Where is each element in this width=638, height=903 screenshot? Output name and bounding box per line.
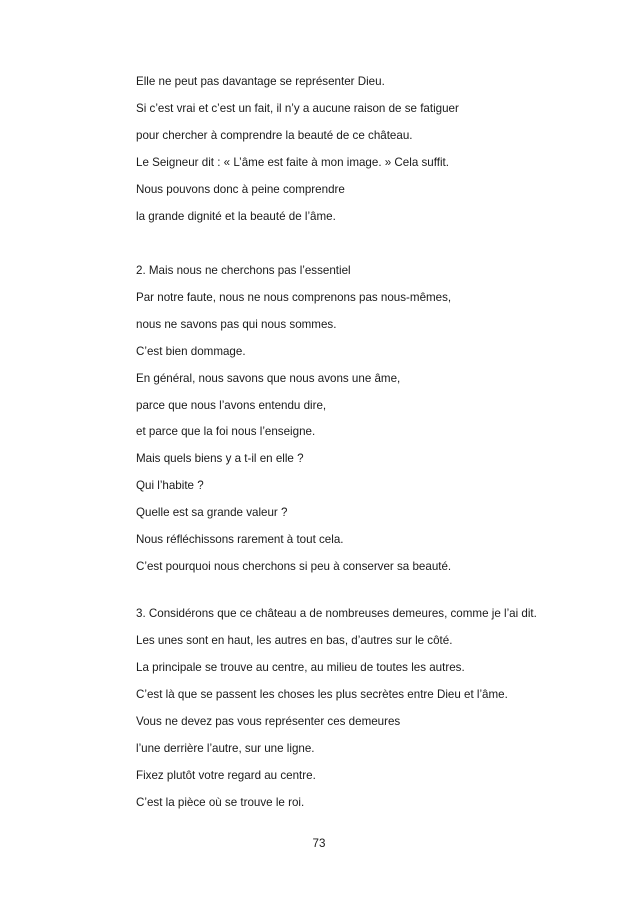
text-line: C’est bien dommage.	[136, 345, 246, 358]
text-line: Si c’est vrai et c’est un fait, il n’y a aucune raison de se fatiguer	[136, 102, 459, 115]
text-line: Les unes sont en haut, les autres en bas, d’autres sur le côté.	[136, 634, 453, 647]
text-line: Elle ne peut pas davantage se représenter Dieu.	[136, 75, 385, 88]
text-line: parce que nous l’avons entendu dire,	[136, 399, 327, 412]
text-line: Le Seigneur dit : « L’âme est faite à mon image. » Cela suffit.	[136, 156, 449, 169]
text-line: Vous ne devez pas vous représenter ces demeures	[136, 715, 401, 728]
text-line: C’est là que se passent les choses les plus secrètes entre Dieu et l’âme.	[136, 688, 508, 701]
text-line: C’est pourquoi nous cherchons si peu à conserver sa beauté.	[136, 560, 452, 573]
text-line: En général, nous savons que nous avons une âme,	[136, 372, 401, 385]
page-number: 73	[312, 837, 326, 850]
text-line: et parce que la foi nous l’enseigne.	[136, 425, 316, 438]
text-line: Mais quels biens y a t-il en elle ?	[136, 452, 304, 465]
text-line: pour chercher à comprendre la beauté de ce château.	[136, 129, 413, 142]
section-heading: 3. Considérons que ce château a de nombreuses demeures, comme je l’ai dit.	[136, 607, 537, 620]
text-line: nous ne savons pas qui nous sommes.	[136, 318, 337, 331]
text-line: C’est la pièce où se trouve le roi.	[136, 796, 305, 809]
text-line: Nous réfléchissons rarement à tout cela.	[136, 533, 344, 546]
text-line: la grande dignité et la beauté de l’âme.	[136, 210, 336, 223]
text-line: Qui l’habite ?	[136, 479, 204, 492]
text-line: La principale se trouve au centre, au milieu de toutes les autres.	[136, 661, 465, 674]
section-heading: 2. Mais nous ne cherchons pas l’essentiel	[136, 264, 351, 277]
text-line: Nous pouvons donc à peine comprendre	[136, 183, 345, 196]
text-line: l’une derrière l’autre, sur une ligne.	[136, 742, 315, 755]
text-line: Par notre faute, nous ne nous comprenons pas nous-mêmes,	[136, 291, 452, 304]
text-line: Fixez plutôt votre regard au centre.	[136, 769, 316, 782]
text-line: Quelle est sa grande valeur ?	[136, 506, 288, 519]
